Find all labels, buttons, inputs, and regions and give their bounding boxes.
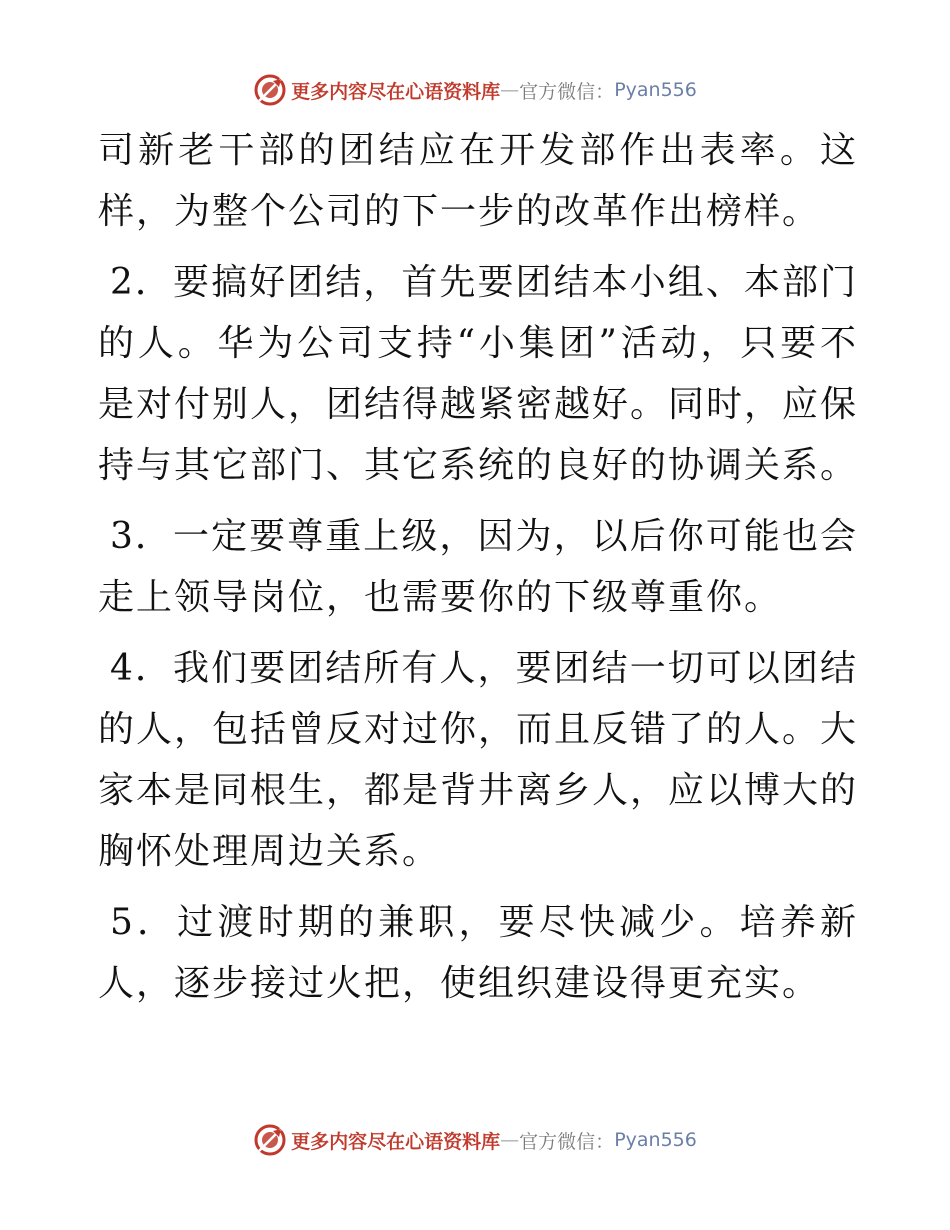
quill-seal-icon [253,73,287,107]
banner-official-label: 官方微信： [519,80,615,103]
document-body [98,120,858,1024]
footer-official-label: 官方微信： [519,1130,615,1153]
banner-promo-text: 更多内容尽在心语资料库 [291,80,501,103]
footer-dash: — [500,1129,520,1151]
paragraph-item-3: 3．一定要尊重上级，因为，以后你可能也会走上领导岗位，也需要你的下级尊重你。 [98,516,858,618]
quill-seal-icon [253,1123,287,1157]
paragraph-intro: 司新老干部的团结应在开发部作出表率。这样，为整个公司的下一步的改革作出榜样。 [98,130,858,232]
footer-wechat-id: Pyan556 [614,1129,697,1151]
footer-banner [0,1120,950,1160]
banner-wechat-id: Pyan556 [614,79,697,101]
paragraph-item-5: 5．过渡时期的兼职，要尽快减少。培养新人，逐步接过火把，使组织建设得更充实。 [98,902,858,1004]
header-banner [0,70,950,110]
banner-dash: — [500,79,520,101]
paragraph-item-2: 2．要搞好团结，首先要团结本小组、本部门的人。华为公司支持“小集团”活动，只要不是对付别人，团结得越紧密越好。同时，应保持与其它部门、其它系统的良好的协调关系。 [98,262,859,486]
footer-promo-text: 更多内容尽在心语资料库 [291,1130,501,1153]
paragraph-item-4: 4．我们要团结所有人，要团结一切可以团结的人，包括曾反对过你，而且反错了的人。大家本是同根生，都是背井离乡人，应以博大的胸怀处理周边关系。 [98,648,859,872]
